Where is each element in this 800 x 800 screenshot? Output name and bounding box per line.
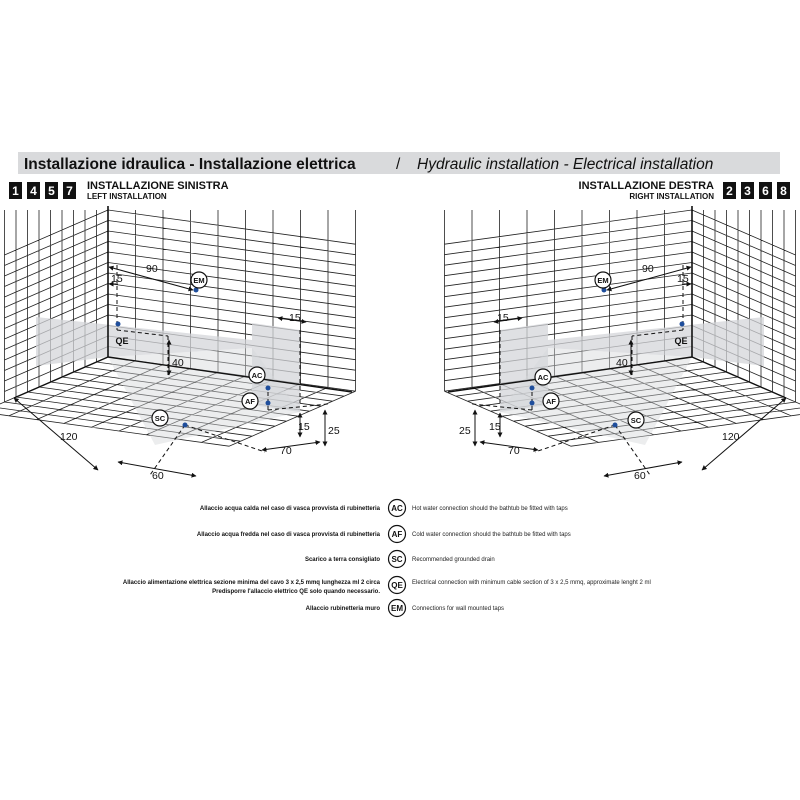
right-qe-marker <box>674 336 687 346</box>
right-dim-60: 60 <box>634 470 646 482</box>
legend-em-en: Connections for wall mounted taps <box>412 606 505 612</box>
left-af-marker <box>242 393 258 409</box>
legend-ac-it: Allaccio acqua calda nel caso di vasca provvista di rubinetteria <box>199 506 380 512</box>
legend-qe-it: Allaccio alimentazione elettrica sezione minima del cavo 3 x 2,5 mmq lunghezza ml 2 circa <box>122 580 380 586</box>
right-dim-70: 70 <box>508 445 520 457</box>
left-code-2: 4 <box>30 184 37 198</box>
left-dim-70: 70 <box>280 445 292 457</box>
legend-af-it: Allaccio acqua fredda nel caso di vasca provvista di rubinetteria <box>196 532 380 538</box>
left-sc-marker <box>152 410 168 426</box>
right-sc-marker <box>628 412 644 428</box>
legend-row-af <box>197 526 571 543</box>
legend-row-sc <box>305 551 495 568</box>
left-installation-diagram <box>0 206 356 482</box>
right-code-4: 8 <box>780 184 787 198</box>
legend-ac-code: AC <box>391 504 403 513</box>
legend-row-em <box>306 600 504 617</box>
legend <box>123 500 651 617</box>
legend-af-en: Cold water connection should the bathtub be fitted with taps <box>412 532 571 538</box>
right-model-codes <box>723 182 790 199</box>
svg-text:QE: QE <box>674 336 688 346</box>
right-dim-120: 120 <box>722 431 740 443</box>
right-code-3: 6 <box>762 184 769 198</box>
legend-qe-en: Electrical connection with minimum cable section of 3 x 2,5 mmq, approximate lenght 2 ml <box>412 580 651 586</box>
svg-text:SC: SC <box>154 414 166 423</box>
legend-qe-it-note: Predisporre l'allaccio elettrico QE solo quando necessario. <box>212 589 380 595</box>
svg-text:AC: AC <box>251 371 263 380</box>
left-code-3: 5 <box>48 184 55 198</box>
left-dim-15-floor: 15 <box>298 421 310 433</box>
svg-text:SC: SC <box>630 416 642 425</box>
right-dim-15-side: 15 <box>497 312 509 324</box>
right-floor-side-edge <box>692 357 786 398</box>
left-dim-40: 40 <box>172 357 184 369</box>
right-title-it: INSTALLAZIONE DESTRA <box>578 180 714 192</box>
right-ac-marker <box>535 369 551 385</box>
legend-qe-code: QE <box>391 581 403 590</box>
header-title-en: Hydraulic installation - Electrical installation <box>417 156 714 173</box>
right-dim-15-top: 15 <box>677 273 689 285</box>
left-dim-25: 25 <box>328 425 340 437</box>
left-title-it: INSTALLAZIONE SINISTRA <box>87 180 229 192</box>
svg-text:AF: AF <box>245 397 255 406</box>
left-dim-120: 120 <box>60 431 78 443</box>
left-dim-90: 90 <box>146 263 158 275</box>
svg-text:QE: QE <box>115 336 129 346</box>
header-separator: / <box>396 156 401 173</box>
right-dim-90: 90 <box>642 263 654 275</box>
svg-text:AC: AC <box>537 373 549 382</box>
right-code-1: 2 <box>726 184 733 198</box>
legend-ac-en: Hot water connection should the bathtub be fitted with taps <box>412 506 568 512</box>
right-title-en: RIGHT INSTALLATION <box>629 192 714 201</box>
left-code-1: 1 <box>12 184 19 198</box>
right-dim-40: 40 <box>616 357 628 369</box>
left-model-codes <box>9 182 76 199</box>
left-qe-marker <box>115 336 128 346</box>
left-dim-15-side: 15 <box>289 312 301 324</box>
left-em-marker <box>191 272 207 288</box>
right-em-marker <box>595 272 611 288</box>
right-dim-15-floor: 15 <box>489 421 501 433</box>
left-floor-side-edge <box>14 357 108 398</box>
legend-sc-it: Scarico a terra consigliato <box>304 557 380 563</box>
left-ac-marker <box>249 367 265 383</box>
legend-row-qe <box>123 577 651 596</box>
legend-af-code: AF <box>391 530 403 539</box>
left-title-en: LEFT INSTALLATION <box>87 192 167 201</box>
left-dim-15-top: 15 <box>111 273 123 285</box>
header-title-it: Installazione idraulica - Installazione elettrica <box>24 156 356 173</box>
right-installation-diagram <box>445 206 800 482</box>
svg-text:AF: AF <box>546 397 556 406</box>
legend-row-ac <box>200 500 568 517</box>
legend-sc-en: Recommended grounded drain <box>412 557 495 563</box>
legend-em-it: Allaccio rubinetteria muro <box>305 606 380 612</box>
svg-text:EM: EM <box>193 276 205 285</box>
right-dim-25: 25 <box>459 425 471 437</box>
left-dim-60: 60 <box>152 470 164 482</box>
legend-em-code: EM <box>391 604 403 613</box>
svg-text:EM: EM <box>597 276 609 285</box>
legend-sc-code: SC <box>391 555 403 564</box>
right-code-2: 3 <box>744 184 751 198</box>
right-af-marker <box>543 393 559 409</box>
left-code-4: 7 <box>66 184 73 198</box>
